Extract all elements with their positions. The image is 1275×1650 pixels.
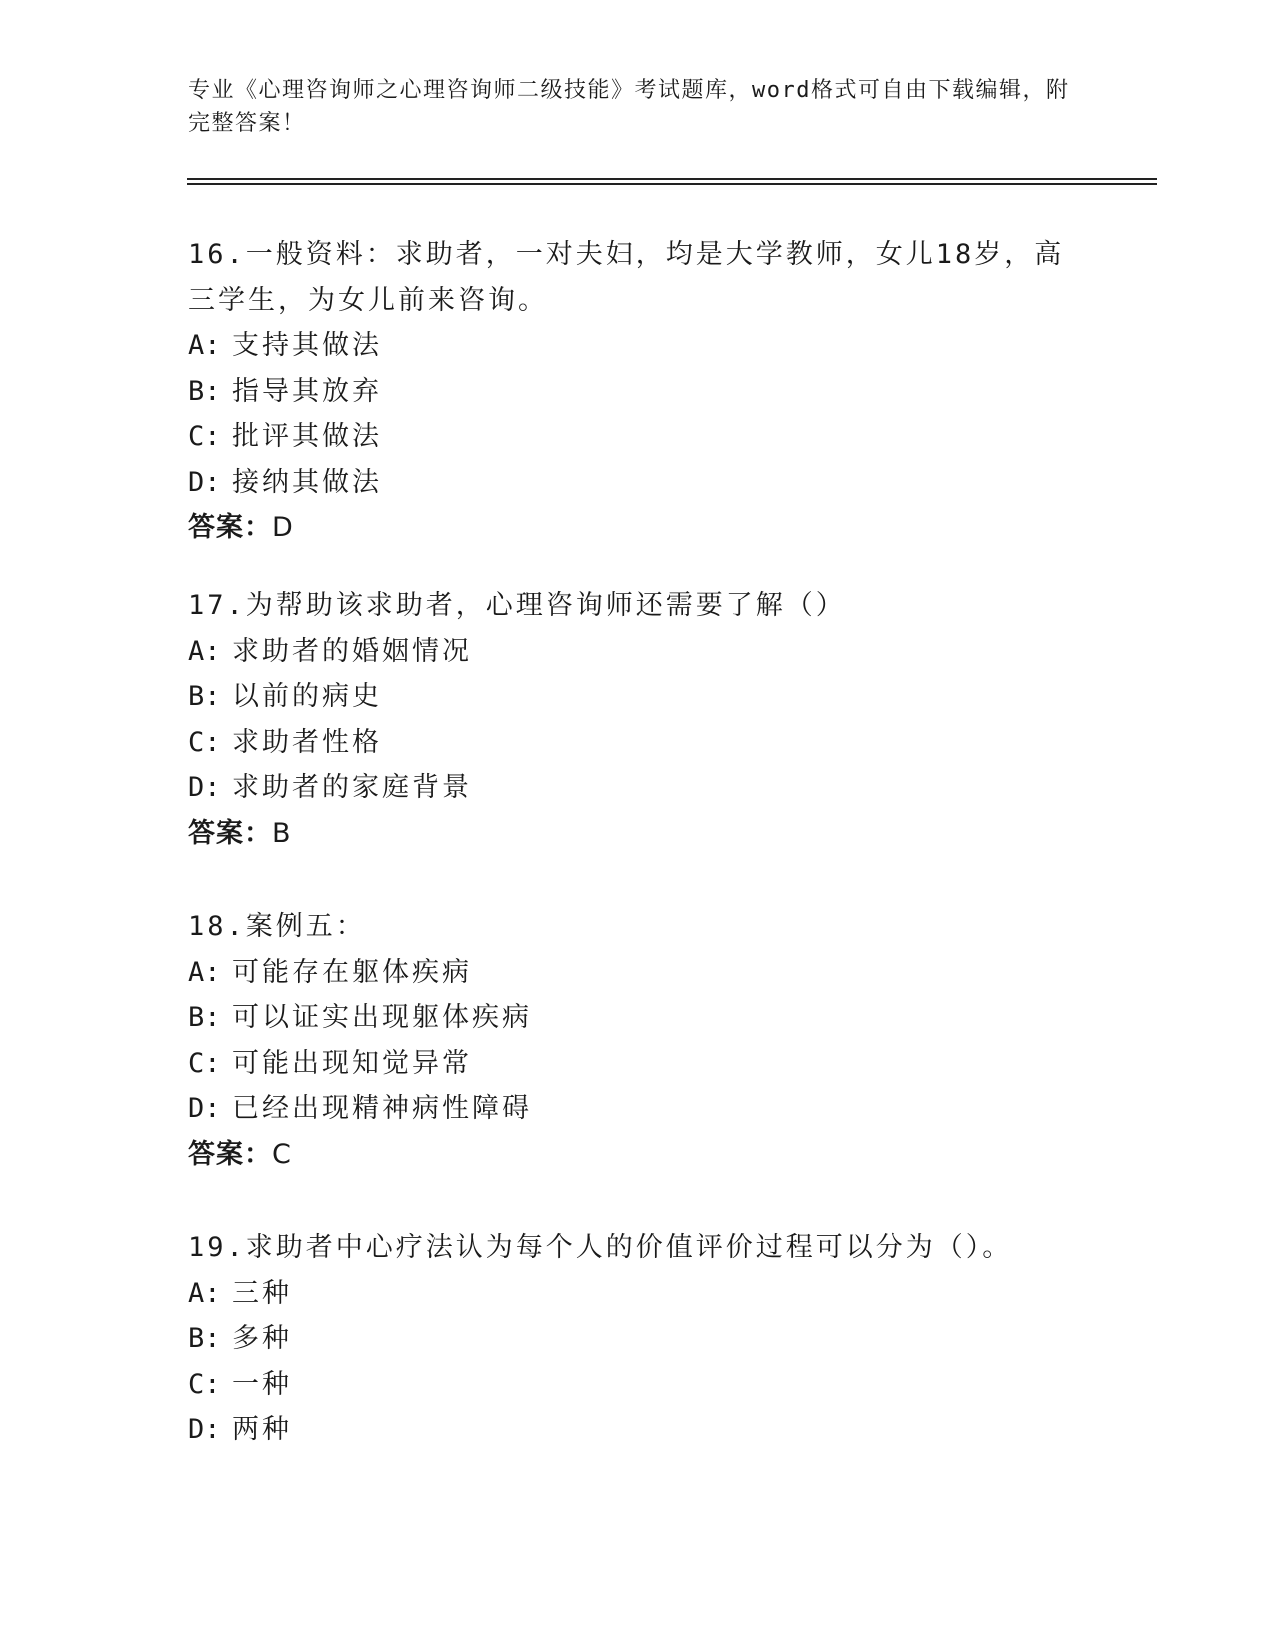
option-key: A:: [188, 1277, 221, 1309]
option-text: 求助者的婚姻情况: [232, 635, 472, 667]
option-key: A:: [188, 330, 221, 361]
option-c: [188, 1362, 1088, 1408]
question-title: 18.案例五：: [188, 911, 366, 942]
option-text: 三种: [232, 1277, 292, 1309]
option-c: [188, 414, 1088, 460]
question-16: [188, 232, 1088, 551]
question-18: [188, 904, 1088, 1177]
option-key: A:: [188, 956, 221, 988]
answer-line: [188, 811, 1088, 857]
option-text: 以前的病史: [232, 681, 382, 712]
option-a: [188, 950, 1088, 996]
option-text: 多种: [232, 1323, 292, 1354]
option-a: [188, 629, 1088, 675]
header-divider-bottom: [187, 183, 1157, 185]
option-key: B:: [188, 681, 221, 712]
option-text: 求助者性格: [232, 726, 382, 758]
option-d: [188, 1407, 1088, 1453]
option-d: [188, 1086, 1088, 1132]
option-a: [188, 323, 1088, 369]
option-d: [188, 765, 1088, 811]
question-title: 19.求助者中心疗法认为每个人的价值评价过程可以分为（）。: [188, 1232, 1013, 1263]
question-19: [188, 1225, 1088, 1453]
option-key: C:: [188, 421, 221, 452]
option-key: C:: [188, 1047, 221, 1079]
answer-value: D: [272, 512, 294, 543]
option-b: [188, 674, 1088, 720]
answer-label: 答案：: [188, 512, 272, 543]
header-divider-top: [187, 178, 1157, 180]
answer-value: B: [272, 817, 292, 849]
option-key: B:: [188, 1323, 221, 1354]
document-header: 专业《心理咨询师之心理咨询师二级技能》考试题库，word格式可自由下载编辑，附完整答案！: [188, 78, 1070, 136]
answer-label: 答案：: [188, 817, 272, 849]
option-key: D:: [188, 1414, 221, 1445]
option-key: B:: [188, 1002, 221, 1033]
answer-label: 答案：: [188, 1138, 272, 1170]
answer-line: [188, 505, 1088, 551]
question-title: 17.为帮助该求助者，心理咨询师还需要了解（）: [188, 590, 846, 621]
option-key: D:: [188, 772, 221, 803]
option-text: 一种: [232, 1368, 292, 1400]
option-text: 指导其放弃: [232, 375, 382, 407]
answer-line: [188, 1132, 1088, 1178]
option-text: 支持其做法: [232, 330, 382, 361]
option-text: 求助者的家庭背景: [232, 772, 472, 803]
option-c: [188, 720, 1088, 766]
option-text: 已经出现精神病性障碍: [232, 1093, 532, 1124]
option-b: [188, 995, 1088, 1041]
option-key: C:: [188, 1368, 221, 1400]
option-text: 批评其做法: [232, 421, 382, 452]
option-key: B:: [188, 375, 221, 407]
option-text: 两种: [232, 1414, 292, 1445]
option-key: D:: [188, 466, 221, 498]
option-b: [188, 369, 1088, 415]
answer-value: C: [272, 1138, 292, 1170]
question-title: 16.一般资料：求助者，一对夫妇，均是大学教师，女儿18岁，高三学生，为女儿前来咨询。: [188, 239, 1065, 316]
option-text: 接纳其做法: [232, 466, 382, 498]
option-c: [188, 1041, 1088, 1087]
option-a: [188, 1271, 1088, 1317]
option-key: C:: [188, 726, 221, 758]
option-text: 可能出现知觉异常: [232, 1047, 472, 1079]
option-text: 可能存在躯体疾病: [232, 956, 472, 988]
option-key: D:: [188, 1093, 221, 1124]
option-d: [188, 460, 1088, 506]
question-17: [188, 583, 1088, 856]
option-b: [188, 1316, 1088, 1362]
option-key: A:: [188, 635, 221, 667]
option-text: 可以证实出现躯体疾病: [232, 1002, 532, 1033]
